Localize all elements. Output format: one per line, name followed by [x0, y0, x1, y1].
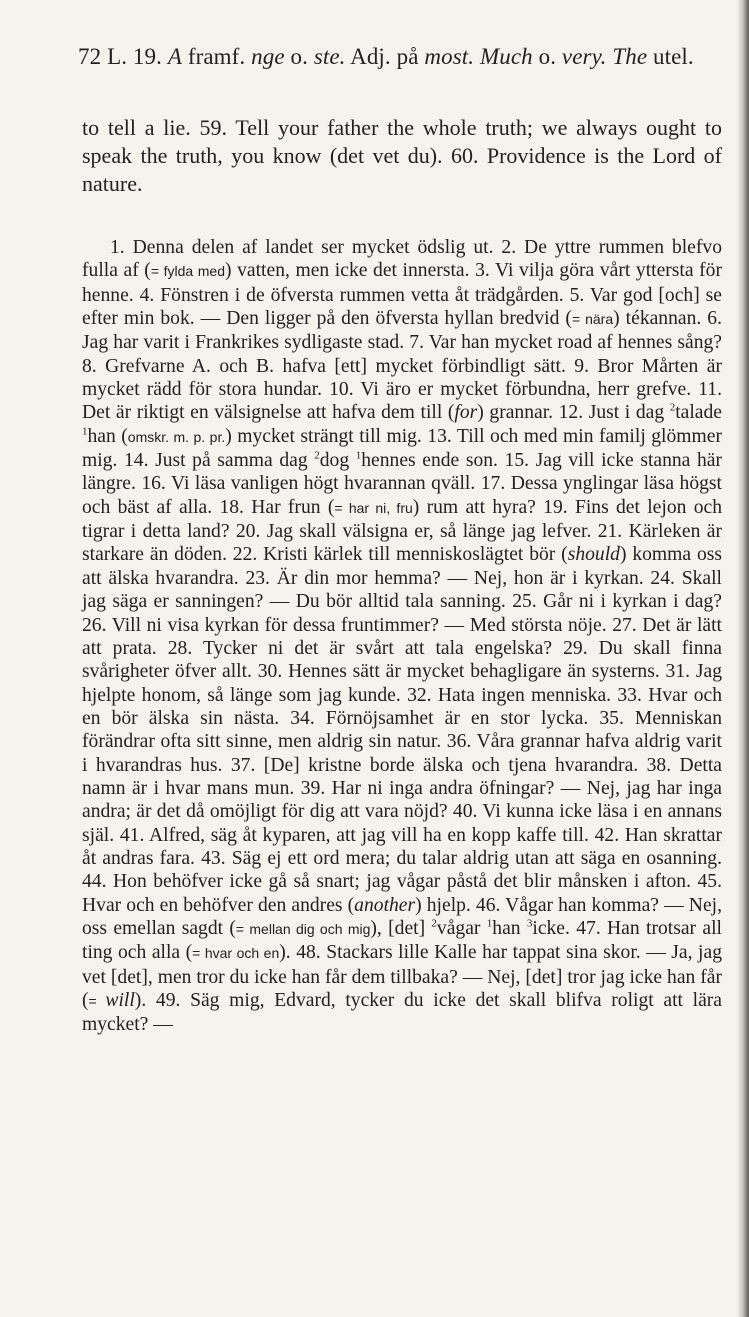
- english-gloss: will: [105, 990, 135, 1011]
- header-utel: utel.: [653, 44, 694, 69]
- header-o2: o.: [538, 44, 557, 69]
- header-adj: Adj. på: [350, 44, 419, 69]
- paraphrase-note: = mellan dig och mig: [235, 920, 371, 937]
- text-run: vågar: [436, 917, 487, 939]
- text-run: dog: [319, 450, 356, 472]
- page-number: 72: [78, 44, 102, 69]
- word-order-marker: 1: [355, 449, 362, 462]
- paraphrase-note: = fylda med: [150, 263, 225, 280]
- header-most: most.: [424, 44, 475, 69]
- text-run: ), [det]: [370, 917, 432, 939]
- paraphrase-note: =: [88, 993, 106, 1009]
- text-run: talade: [675, 402, 722, 424]
- text-run: to tell a lie. 59. Tell your father the whole truth; we always ought to speak the truth, you know (det vet du). 60. Providence is the Lord of nature.: [82, 115, 722, 196]
- text-run: ) vatten, men icke det innersta. 3. Vi vilja göra vårt yttersta för henne. 4. Fönstren i de öfversta rummen vetta åt trädgården. 5. Var god [och] se efter min bok. — Den ligger på den öfversta hyllan bredvid (: [82, 260, 723, 330]
- lesson-number: L. 19.: [107, 44, 162, 69]
- header-ste: ste.: [313, 44, 346, 69]
- exercise-paragraph: [82, 236, 722, 1037]
- text-run: ). 48. Stackars lille Kalle har tappat sina skor. — Ja, jag vet [det], men tror du icke han får dem tillbaka? — Nej, [det] tror jag icke han får (: [82, 942, 722, 1011]
- text-run: 1. Denna delen af landet ser mycket ödslig ut. 2. De yttre rummen blefvo fulla af (: [82, 237, 722, 282]
- text-run: ) komma oss att älska hvarandra. 23. Är din mor hemma? — Nej, hon är i kyrkan. 24. Skall jag säga er sanningen? — Du bör alltid tala sanning. 25. Går ni i kyrkan i dag? 26. Vill ni visa kyrkan för dessa fruntimmer? — Med största nöje. 27. Det är lätt att prata. 28. Tycker ni det är svårt att tala engelska? 29. Du skall finna svårigheter öfver allt. 30. Hennes sätt är mycket behagligare än systerns. 31. Jag hjelpte honom, så länge som jag kunde. 32. Hata ingen menniska. 33. Hvar och en bör älska sin nästa. 34. Förnöjsamhet är en stor lycka. 35. Menniskan förändrar ofta sitt sinne, men aldrig sin natur. 36. Våra grannar hafva aldrig varit i hvarandras hus. 37. [De] kristne borde älska och tjena hvarandra. 38. Detta namn är i hvar mans mun. 39. Har ni inga andra öfningar? — Nej, jag har inga andra; är det då omöjligt för dig att vara nöjd? 40. Vi kunna icke läsa i en annans själ. 41. Alfred, säg åt kyparen, att jag vill ha en kopp kaffe till. 42. Han skrattar åt andras fara. 43. Säg ej ett ord mera; du talar aldrig utan att säga en osanning. 44. Hon behöfver icke gå så snart; jag vågar påstå det blir månsken i afton. 45. Hvar och en behöfver den andres (: [82, 544, 722, 916]
- paraphrase-note: = nära: [571, 311, 614, 328]
- word-order-marker: 1: [82, 425, 88, 438]
- english-gloss: another: [354, 894, 416, 916]
- text-run: ) grannar. 12. Just i dag: [477, 402, 670, 424]
- word-order-marker: 2: [314, 449, 320, 462]
- header-nge: nge: [251, 44, 285, 69]
- text-run: ) mycket strängt till mig. 13. Till och med min familj glömmer mig. 14. Just på samma dag: [82, 425, 722, 472]
- word-order-marker: 3: [526, 917, 533, 930]
- text-run: ) hjelp. 46. Vågar han komma? — Nej, oss emellan sagdt (: [82, 894, 722, 939]
- text-run: han: [492, 917, 527, 939]
- text-run: han (: [87, 425, 128, 447]
- header-very: very.: [561, 44, 607, 69]
- header-much: Much: [479, 44, 533, 69]
- word-order-marker: 2: [669, 401, 676, 414]
- page-edge-shadow: [737, 0, 749, 1317]
- paraphrase-note: = hvar och en: [192, 945, 280, 962]
- text-run: hennes ende son. 15. Jag vill icke stanna här längre. 16. Vi läsa vanligen högt hvarannan qväll. 17. Dessa ynglingar läsa högst och bäst af alla. 18. Har frun (: [82, 450, 722, 518]
- header-framf: framf.: [187, 44, 246, 69]
- running-header: [78, 42, 718, 72]
- paraphrase-note: = har ni, fru: [334, 499, 413, 516]
- english-gloss: should: [567, 544, 620, 566]
- paraphrase-note: omskr. m. p. pr.: [127, 428, 226, 445]
- header-the: The: [612, 44, 648, 69]
- word-order-marker: 2: [431, 917, 437, 930]
- text-run: ) tékannan. 6. Jag har varit i Frankrikes sydligaste stad. 7. Var han mycket road af hennes sång? 8. Grefvarne A. och B. hafva [ett] mycket förbindligt sätt. 9. Bror Mårten är mycket rädd för stora hundar. 10. Vi äro er mycket förbundna, herr grefve. 11. Det är riktigt en välsignelse att hafva dem till (: [82, 308, 722, 424]
- text-run: icke. 47. Han trotsar all ting och alla (: [82, 917, 722, 964]
- header-a: A: [167, 44, 182, 69]
- intro-paragraph: [82, 114, 722, 198]
- english-gloss: for: [454, 402, 478, 424]
- text-run: ) rum att hyra? 19. Fins det lejon och tigrar i detta land? 20. Jag skall välsigna er, så länge jag lefver. 21. Kärleken är starkare än döden. 22. Kristi kärlek till menniskoslägtet bör (: [82, 496, 723, 566]
- header-o1: o.: [290, 44, 308, 69]
- word-order-marker: 1: [486, 917, 493, 930]
- text-run: ). 49. Säg mig, Edvard, tycker du icke det skall blifva roligt att lära mycket? —: [82, 990, 722, 1036]
